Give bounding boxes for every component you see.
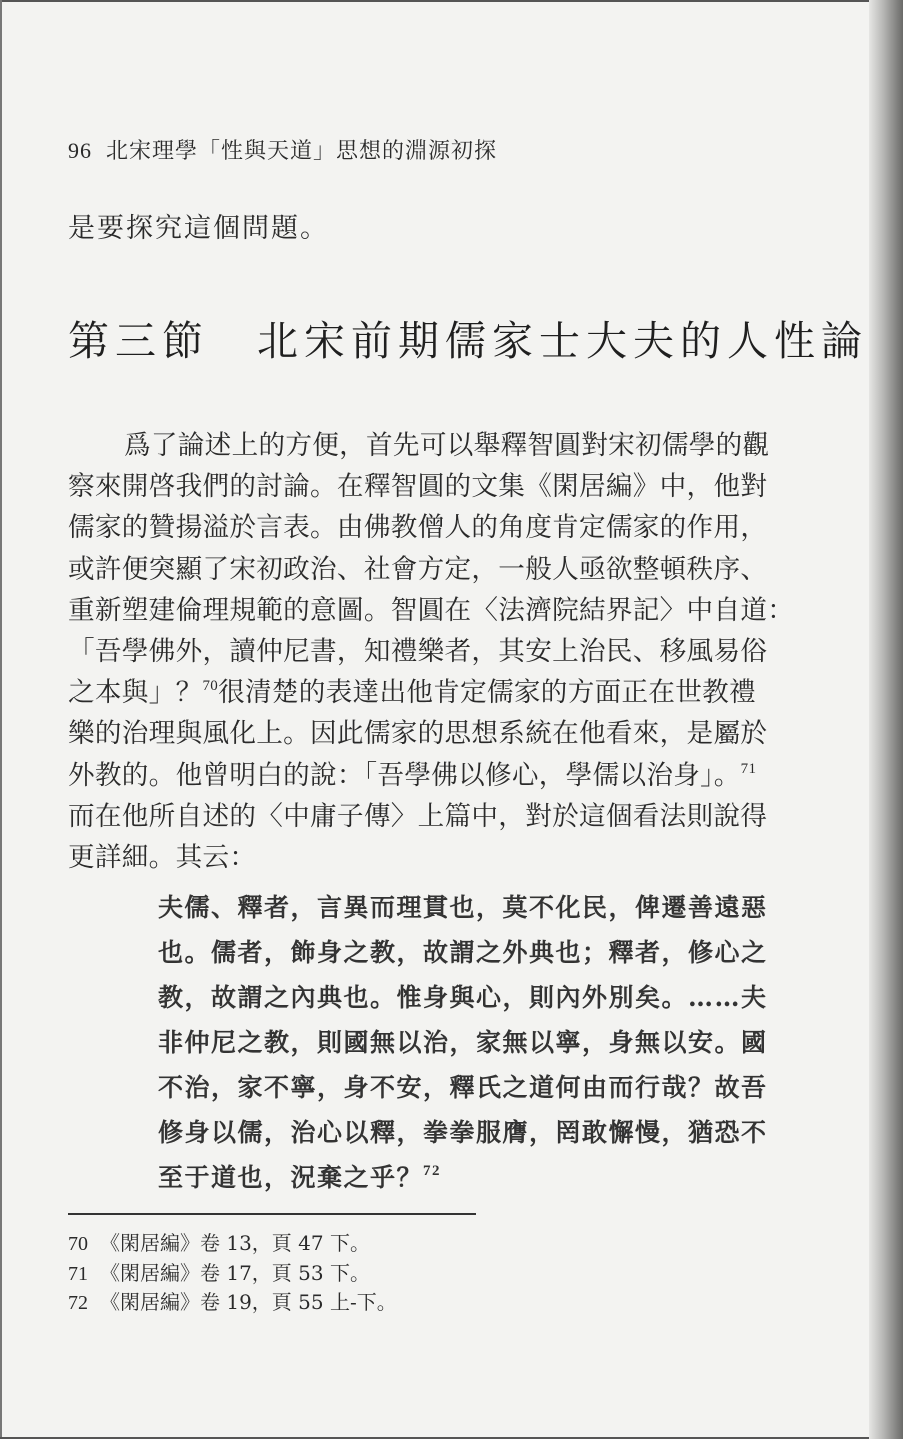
section-title-text: 北宋前期儒家士大夫的人性論 xyxy=(257,317,868,365)
quote-line xyxy=(158,1155,823,1200)
paragraph-line: 或許便突顯了宋初政治、社會方定，一般人亟欲整頓秩序、 xyxy=(68,553,768,585)
quote-line: 夫儒、釋者，言異而理貫也，莫不化民，俾遷善遠惡 xyxy=(158,893,768,922)
footnote-item xyxy=(68,1259,397,1289)
footnote-number: 71 xyxy=(68,1262,88,1285)
paragraph-line: 察來開啓我們的討論。在釋智圓的文集《閑居編》中，他對 xyxy=(68,471,768,503)
footnotes xyxy=(68,1229,397,1318)
paragraph-line: 「吾學佛外，讀仲尼書，知禮樂者，其安上治民、移風易俗 xyxy=(68,635,768,667)
footnote-text: 《閑居編》卷 13，頁 47 下。 xyxy=(100,1231,370,1255)
footnote-ref-71: 71 xyxy=(740,760,757,777)
footnote-separator xyxy=(68,1213,476,1215)
paragraph-line: 爲了論述上的方便，首先可以舉釋智圓對宋初儒學的觀 xyxy=(124,430,770,461)
quote-line: 教，故謂之內典也。惟身與心，則內外別矣。……夫 xyxy=(158,983,768,1012)
footnote-ref-70: 70 xyxy=(202,678,219,695)
paragraph-text: 之本與」？ xyxy=(68,677,203,709)
quote-line: 非仲尼之教，則國無以治，家無以寧，身無以安。國 xyxy=(158,1028,768,1057)
footnote-item xyxy=(68,1288,397,1318)
scan-border-left xyxy=(0,0,2,1439)
footnote-number: 70 xyxy=(68,1233,88,1255)
paragraph-text: 外教的。他曾明白的說：「吾學佛以修心，學儒以治身」。 xyxy=(68,759,741,791)
footnote-text: 《閑居編》卷 19，頁 55 上-下。 xyxy=(100,1290,397,1314)
footnote-text: 《閑居編》卷 17，頁 53 下。 xyxy=(100,1260,370,1285)
quote-text: 至于道也，況棄之乎？ xyxy=(158,1163,424,1192)
scan-border-top xyxy=(0,0,903,2)
page-number: 96 xyxy=(68,138,92,163)
footnote-ref-72: 72 xyxy=(423,1163,442,1179)
body-paragraph xyxy=(68,425,823,878)
section-number: 第三節 xyxy=(68,317,209,365)
paragraph-line: 儒家的贊揚溢於言表。由佛教僧人的角度肯定儒家的作用， xyxy=(68,512,768,544)
paragraph-line xyxy=(68,755,823,796)
paragraph-line: 而在他所自述的〈中庸子傳〉上篇中，對於這個看法則說得 xyxy=(68,800,768,832)
footnote-number: 72 xyxy=(68,1292,88,1314)
block-quote xyxy=(158,885,823,1200)
paragraph-line: 樂的治理與風化上。因此儒家的思想系統在他看來，是屬於 xyxy=(68,718,768,750)
book-title: 北宋理學「性與天道」思想的淵源初探 xyxy=(106,139,498,164)
page-edge-shadow xyxy=(869,0,903,1439)
section-heading xyxy=(68,308,868,367)
paragraph-line: 更詳細。其云： xyxy=(68,841,257,873)
paragraph-line xyxy=(68,672,823,713)
footnote-item xyxy=(68,1229,397,1259)
quote-line: 不治，家不寧，身不安，釋氏之道何由而行哉？故吾 xyxy=(158,1073,768,1102)
quote-line: 也。儒者，飾身之教，故謂之外典也；釋者，修心之 xyxy=(158,938,768,967)
running-header xyxy=(68,134,497,165)
lead-text: 是要探究這個問題。 xyxy=(68,213,329,244)
paragraph-text: 很清楚的表達出他肯定儒家的方面正在世教禮 xyxy=(218,677,756,709)
quote-line: 修身以儒，治心以釋，拳拳服膺，罔敢懈慢，猶恐不 xyxy=(158,1118,768,1147)
paragraph-line: 重新塑建倫理規範的意圖。智圓在〈法濟院結界記〉中自道： xyxy=(68,594,795,626)
